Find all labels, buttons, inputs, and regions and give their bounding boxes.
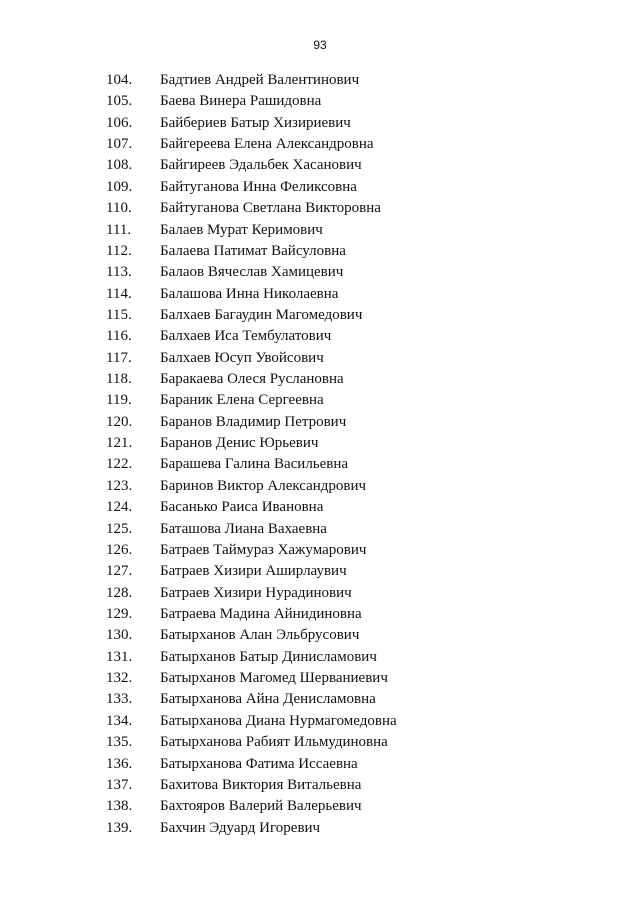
list-item [0, 754, 640, 775]
list-item [0, 369, 640, 390]
entry-name: Баракаева Олеся Руслановна [160, 371, 344, 388]
entry-name: Барашева Галина Васильевна [160, 456, 349, 473]
entry-name: Бараник Елена Сергеевна [160, 392, 324, 409]
entry-name: Байтуганова Светлана Викторовна [160, 200, 381, 217]
list-item [0, 134, 640, 155]
list-item [0, 390, 640, 411]
entry-name: Батраев Хизири Нурадинович [160, 584, 352, 601]
entry-number: 124. [106, 499, 133, 516]
entry-name: Батраев Хизири Аширлаувич [160, 563, 347, 580]
entry-number: 113. [106, 264, 132, 281]
entry-name: Баранов Денис Юрьевич [160, 435, 319, 452]
entry-number: 116. [106, 328, 132, 345]
entry-number: 136. [106, 755, 133, 772]
entry-name: Баранов Владимир Петрович [160, 413, 347, 430]
list-item [0, 262, 640, 283]
entry-number: 122. [106, 456, 133, 473]
entry-name: Батырханова Айна Денисламовна [160, 691, 376, 708]
entry-number: 128. [106, 584, 133, 601]
entry-number: 130. [106, 627, 133, 644]
list-item [0, 775, 640, 796]
entry-name: Балаов Вячеслав Хамицевич [160, 264, 344, 281]
entry-name: Бахитова Виктория Витальевна [160, 776, 362, 793]
entry-name: Бахчин Эдуард Игоревич [160, 819, 321, 836]
list-item [0, 113, 640, 134]
entry-name: Балаева Патимат Вайсуловна [160, 242, 346, 259]
entry-number: 108. [106, 157, 133, 174]
list-item [0, 583, 640, 604]
entry-number: 126. [106, 541, 133, 558]
entry-number: 109. [106, 178, 133, 195]
page-number: 93 [313, 38, 327, 52]
list-item [0, 519, 640, 540]
entry-number: 133. [106, 691, 133, 708]
entry-name: Балхаев Багаудин Магомедович [160, 306, 363, 323]
list-item [0, 689, 640, 710]
list-item [0, 155, 640, 176]
entry-name: Балашова Инна Николаевна [160, 285, 339, 302]
entry-number: 110. [106, 200, 132, 217]
entry-name: Байбериев Батыр Хизириевич [160, 114, 351, 131]
entry-number: 129. [106, 605, 133, 622]
list-item [0, 540, 640, 561]
entry-name: Бадтиев Андрей Валентинович [160, 72, 360, 88]
entry-number: 104. [106, 72, 133, 88]
list-item [0, 284, 640, 305]
entry-number: 117. [106, 349, 132, 366]
list-item [0, 433, 640, 454]
entry-name: Батырханов Магомед Шерваниевич [160, 670, 388, 687]
list-item [0, 412, 640, 433]
list-item [0, 177, 640, 198]
list-item [0, 711, 640, 732]
entry-name: Батырханова Диана Нурмагомедовна [160, 712, 397, 729]
entry-number: 131. [106, 648, 133, 665]
entry-number: 135. [106, 734, 133, 751]
list-item [0, 220, 640, 241]
entry-number: 127. [106, 563, 133, 580]
name-list [0, 70, 640, 839]
list-item [0, 476, 640, 497]
entry-number: 114. [106, 285, 132, 302]
list-item [0, 625, 640, 646]
entry-number: 137. [106, 776, 133, 793]
entry-number: 105. [106, 93, 133, 110]
entry-number: 118. [106, 371, 132, 388]
list-item [0, 818, 640, 839]
entry-number: 139. [106, 819, 133, 836]
entry-number: 134. [106, 712, 133, 729]
list-item [0, 497, 640, 518]
list-item [0, 796, 640, 817]
entry-name: Батраев Таймураз Хажумарович [160, 541, 367, 558]
list-item [0, 647, 640, 668]
entry-name: Батырханова Рабият Ильмудиновна [160, 734, 388, 751]
entry-name: Батырханов Батыр Динисламович [160, 648, 377, 665]
entry-number: 132. [106, 670, 133, 687]
entry-name: Басанько Раиса Ивановна [160, 499, 324, 516]
entry-name: Батырханов Алан Эльбрусович [160, 627, 360, 644]
list-item [0, 454, 640, 475]
list-item [0, 561, 640, 582]
list-item [0, 604, 640, 625]
entry-number: 121. [106, 435, 133, 452]
list-item [0, 668, 640, 689]
entry-number: 120. [106, 413, 133, 430]
entry-number: 115. [106, 306, 132, 323]
list-item [0, 348, 640, 369]
list-item [0, 198, 640, 219]
entry-name: Балхаев Иса Тембулатович [160, 328, 332, 345]
entry-number: 112. [106, 242, 132, 259]
entry-number: 125. [106, 520, 133, 537]
entry-name: Баринов Виктор Александрович [160, 477, 367, 494]
entry-name: Баева Винера Рашидовна [160, 93, 322, 110]
entry-name: Балхаев Юсуп Увойсович [160, 349, 324, 366]
entry-number: 107. [106, 136, 133, 153]
entry-name: Батраева Мадина Айнидиновна [160, 605, 362, 622]
entry-number: 138. [106, 798, 133, 815]
list-item [0, 732, 640, 753]
list-item [0, 91, 640, 112]
entry-number: 106. [106, 114, 133, 131]
entry-name: Байгиреев Эдальбек Хасанович [160, 157, 362, 174]
entry-number: 111. [106, 221, 132, 238]
list-item [0, 241, 640, 262]
list-item [0, 70, 640, 91]
list-item [0, 326, 640, 347]
entry-number: 119. [106, 392, 132, 409]
entry-name: Байтуганова Инна Феликсовна [160, 178, 357, 195]
entry-name: Байгереева Елена Александровна [160, 136, 374, 153]
entry-number: 123. [106, 477, 133, 494]
entry-name: Баташова Лиана Вахаевна [160, 520, 327, 537]
entry-name: Батырханова Фатима Иссаевна [160, 755, 358, 772]
list-item [0, 305, 640, 326]
entry-name: Балаев Мурат Керимович [160, 221, 323, 238]
entry-name: Бахтояров Валерий Валерьевич [160, 798, 362, 815]
